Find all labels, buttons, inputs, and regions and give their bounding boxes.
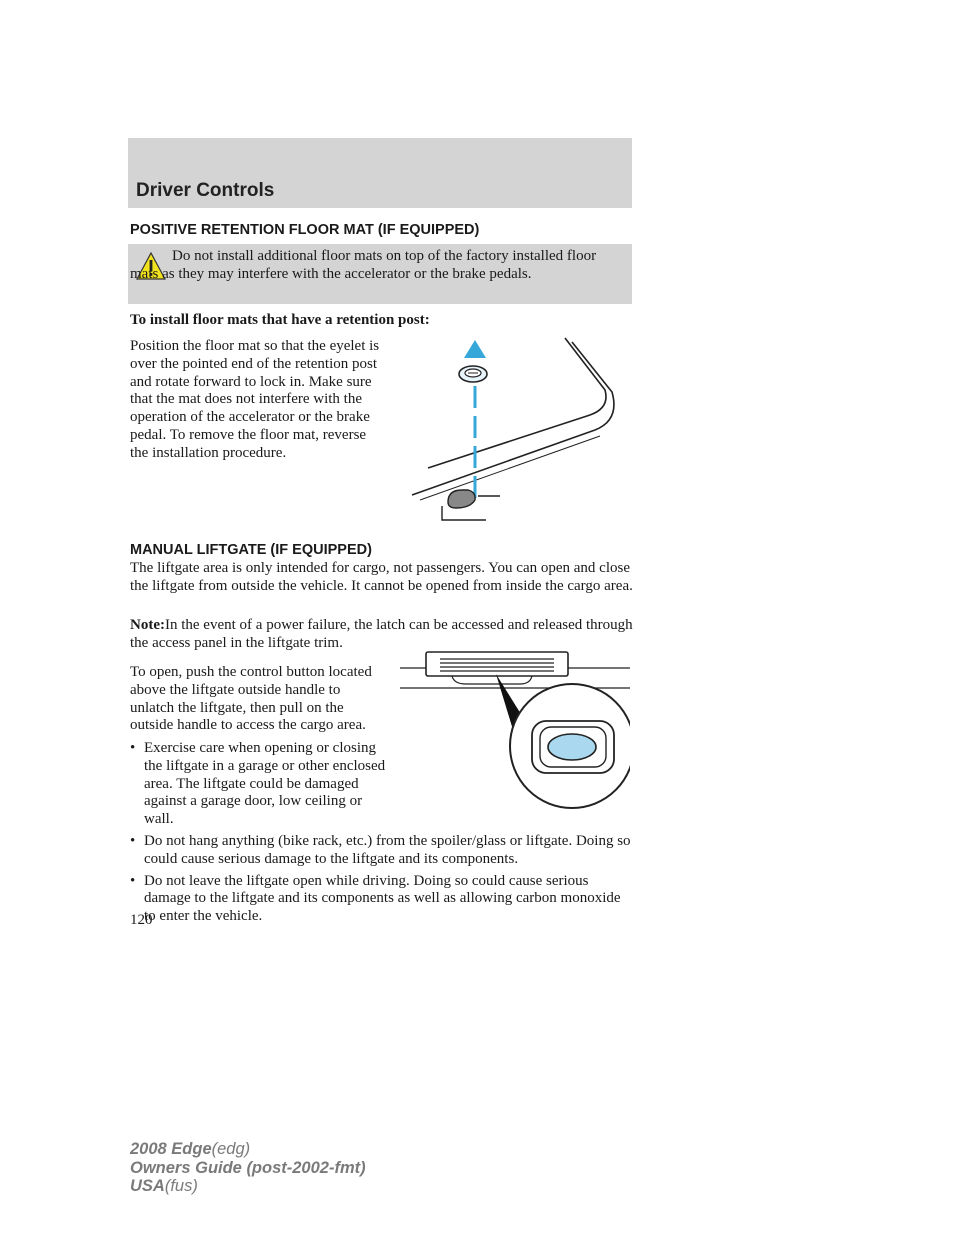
document-footer: 2008 Edge(edg) Owners Guide (post-2002-fmt) USA(fus) [130,1140,366,1195]
note-label: Note: [130,617,165,633]
section-title: Driver Controls [136,180,275,201]
floor-mat-heading: POSITIVE RETENTION FLOOR MAT (IF EQUIPPED) [130,222,480,238]
note-text: In the event of a power failure, the latch can be accessed and released through the access panel in the liftgate trim. [130,617,633,651]
list-item: • Do not leave the liftgate open while driving. Doing so could cause serious damage to the liftgate and its components as well as allowing carbon monoxide to enter the vehicle. [130,872,621,925]
list-item: • Do not hang anything (bike rack, etc.) from the spoiler/glass or liftgate. Doing so could cause serious damage to the liftgate and its components. [130,832,631,867]
section-header [128,138,632,208]
list-item: • Exercise care when opening or closing the liftgate in a garage or other enclosed area. The liftgate could be damaged against a garage door, low ceiling or wall. [130,740,386,828]
liftgate-button-diagram [400,646,630,832]
warning-box [128,244,632,304]
retention-post-diagram [400,330,630,530]
liftgate-intro: The liftgate area is only intended for cargo, not passengers. You can open and close the liftgate from outside the vehicle. It cannot be opened from inside the cargo area. [130,560,633,594]
liftgate-heading: MANUAL LIFTGATE (IF EQUIPPED) [130,542,372,558]
floor-mat-subheading: To install floor mats that have a retention post: [130,312,430,328]
page-number: 120 [130,912,153,928]
floor-mat-instructions: Position the floor mat so that the eyelet is over the pointed end of the retention post and rotate forward to lock in. Make sure that the mat does not interfere with the operation of the accelerator or the brake pedal. To remove the floor mat, reverse the installation procedure. [130,338,380,461]
warning-text: Do not install additional floor mats on top of the factory installed floor mats as they may interfere with the accelerator or the brake pedals. [130,248,597,282]
liftgate-open-instructions: To open, push the control button located above the liftgate outside handle to unlatch the liftgate, then pull on the outside handle to access the cargo area. [130,664,372,734]
